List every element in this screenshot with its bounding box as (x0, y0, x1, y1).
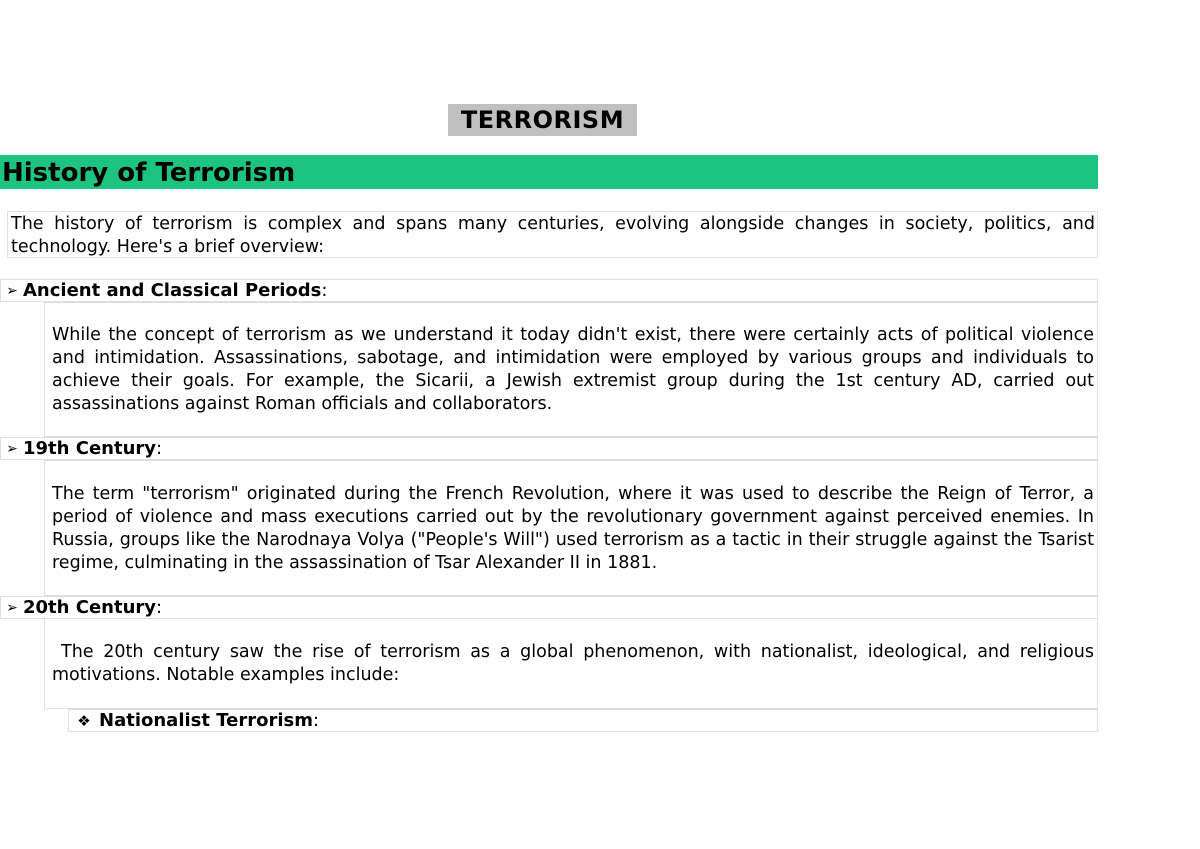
20th-century-paragraph: The 20th century saw the rise of terrorism as a global phenomenon, with nationalist, ideological, and religious motivations. Notable examples include: (52, 642, 1094, 685)
ancient-classical-paragraph-box (44, 302, 1098, 437)
document-title: TERRORISM (448, 104, 637, 136)
bullet-heading: 20th Century (23, 597, 156, 618)
section-heading: History of Terrorism (0, 155, 1098, 189)
bullet-colon: : (156, 438, 163, 459)
20th-century-paragraph-box (44, 618, 1098, 709)
ancient-classical-paragraph: While the concept of terrorism as we understand it today didn't exist, there were certainly acts of political violence and intimidation. Assassinations, sabotage, and intimidation were employed by various groups and individuals to achieve their goals. For example, the Sicarii, a Jewish extremist group during the 1st century AD, carried out assassinations against Roman officials and collaborators. (52, 325, 1094, 414)
bullet-19th-century (0, 437, 1098, 460)
arrow-bullet-icon: ➢ (6, 441, 18, 457)
sub-bullet-nationalist-terrorism (68, 709, 1098, 732)
bullet-heading: Ancient and Classical Periods (23, 280, 322, 301)
bullet-colon: : (321, 280, 328, 301)
sub-bullet-heading: Nationalist Terrorism (99, 710, 313, 731)
arrow-bullet-icon: ➢ (6, 283, 18, 299)
diamond-bullet-icon: ❖ (77, 712, 91, 730)
bullet-20th-century (0, 596, 1098, 619)
bullet-colon: : (156, 597, 163, 618)
arrow-bullet-icon: ➢ (6, 600, 18, 616)
intro-paragraph: The history of terrorism is complex and spans many centuries, evolving alongside changes in society, politics, and technology. Here's a brief overview: (11, 214, 1095, 257)
19th-century-paragraph: The term "terrorism" originated during the French Revolution, where it was used to describe the Reign of Terror, a period of violence and mass executions carried out by the revolutionary government against perceived enemies. In Russia, groups like the Narodnaya Volya ("People's Will") used terrorism as a tactic in their struggle against the Tsarist regime, culminating in the assassination of Tsar Alexander II in 1881. (52, 484, 1094, 573)
intro-paragraph-box (7, 211, 1098, 258)
bullet-heading: 19th Century (23, 438, 156, 459)
bullet-ancient-classical (0, 279, 1098, 302)
19th-century-paragraph-box (44, 460, 1098, 596)
sub-bullet-colon: : (312, 710, 320, 731)
